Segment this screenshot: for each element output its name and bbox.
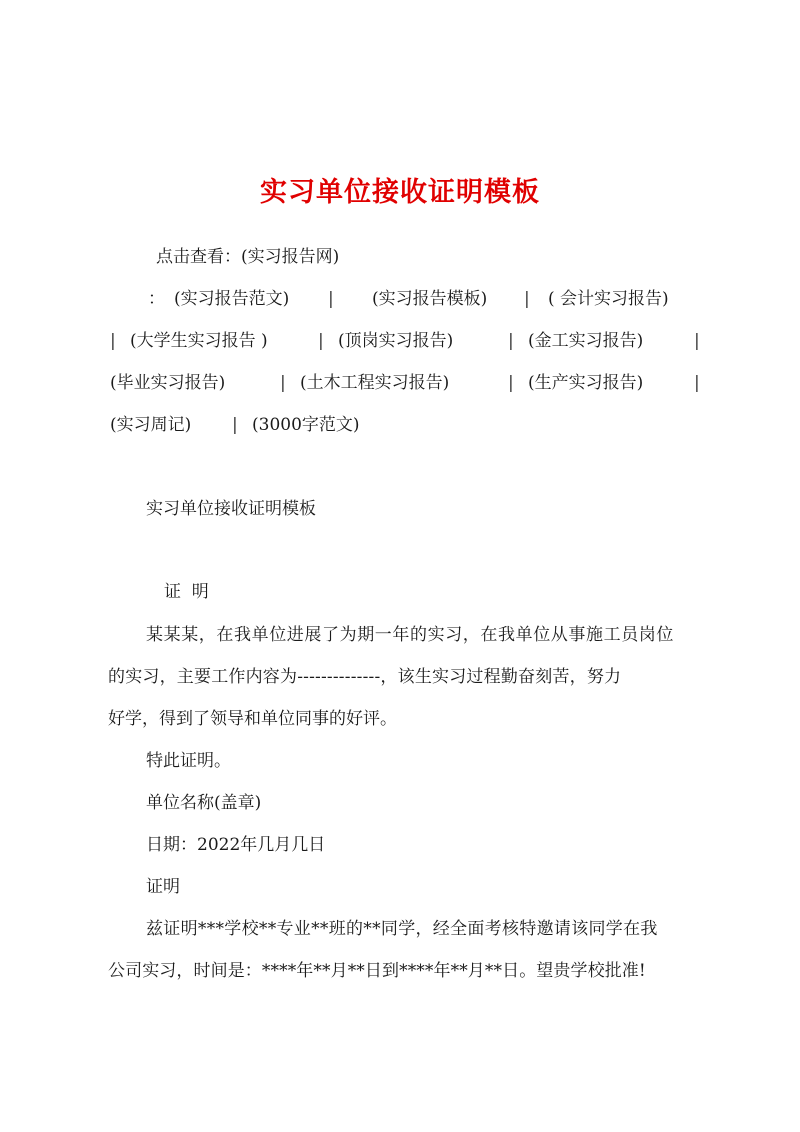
nav-separator: |	[694, 331, 700, 351]
special-note: 特此证明。	[146, 751, 231, 771]
nav-link-accounting-report[interactable]: ( 会计实习报告)	[548, 289, 669, 309]
subtitle: 实习单位接收证明模板	[146, 499, 316, 519]
nav-link-college-report[interactable]: (大学生实习报告 )	[130, 331, 268, 351]
nav-row-1	[148, 287, 165, 311]
nav-intro	[156, 245, 339, 269]
nav-link-position-report[interactable]: (顶岗实习报告)	[338, 331, 454, 351]
nav-link-3000-word-sample[interactable]: (3000字范文)	[252, 415, 360, 435]
page-title: 实习单位接收证明模板	[260, 177, 540, 208]
nav-separator: |	[328, 289, 334, 309]
paragraph-1-line-2: 的实习，主要工作内容为--------------，该生实习过程勤奋刻苦，努力	[108, 667, 622, 687]
nav-intro-text: 点击查看：(实习报告网)	[156, 247, 340, 267]
paragraph-1-line-1	[146, 623, 700, 647]
nav-link-production-report[interactable]: (生产实习报告)	[528, 373, 644, 393]
nav-separator: |	[694, 373, 700, 393]
paragraph-2-line-2: 公司实习，时间是：****年**月**日到****年**月**日。望贵学校批准!	[108, 961, 646, 981]
nav-link-weekly-journal[interactable]: (实习周记)	[110, 415, 192, 435]
unit-name: 单位名称(盖章)	[146, 793, 262, 813]
nav-separator: |	[280, 373, 286, 393]
nav-link-report-templates[interactable]: (实习报告模板)	[372, 289, 488, 309]
nav-separator: |	[508, 331, 514, 351]
nav-separator: |	[508, 373, 514, 393]
nav-separator: |	[232, 415, 238, 435]
nav-separator: |	[110, 331, 116, 351]
nav-link-graduation-report[interactable]: (毕业实习报告)	[110, 373, 226, 393]
nav-separator: |	[318, 331, 324, 351]
certificate-heading: 证 明	[164, 582, 209, 602]
paragraph-1-line-3: 好学，得到了领导和单位同事的好评。	[108, 709, 397, 729]
nav-separator: |	[524, 289, 530, 309]
certificate-2-heading: 证明	[146, 877, 180, 897]
paragraph-text: 某某某，在我单位进展了为期一年的实习，在我单位从事施工员岗位	[146, 625, 674, 645]
date-line: 日期：2022年几月几日	[146, 835, 326, 855]
nav-link-civil-engineering-report[interactable]: (土木工程实习报告)	[300, 373, 450, 393]
nav-link-metalwork-report[interactable]: (金工实习报告)	[528, 331, 644, 351]
nav-link-report-samples[interactable]: (实习报告范文)	[174, 289, 290, 309]
paragraph-2-line-1: 兹证明***学校**专业**班的**同学，经全面考核特邀请该同学在我	[146, 919, 658, 939]
nav-colon: ：	[148, 289, 165, 309]
